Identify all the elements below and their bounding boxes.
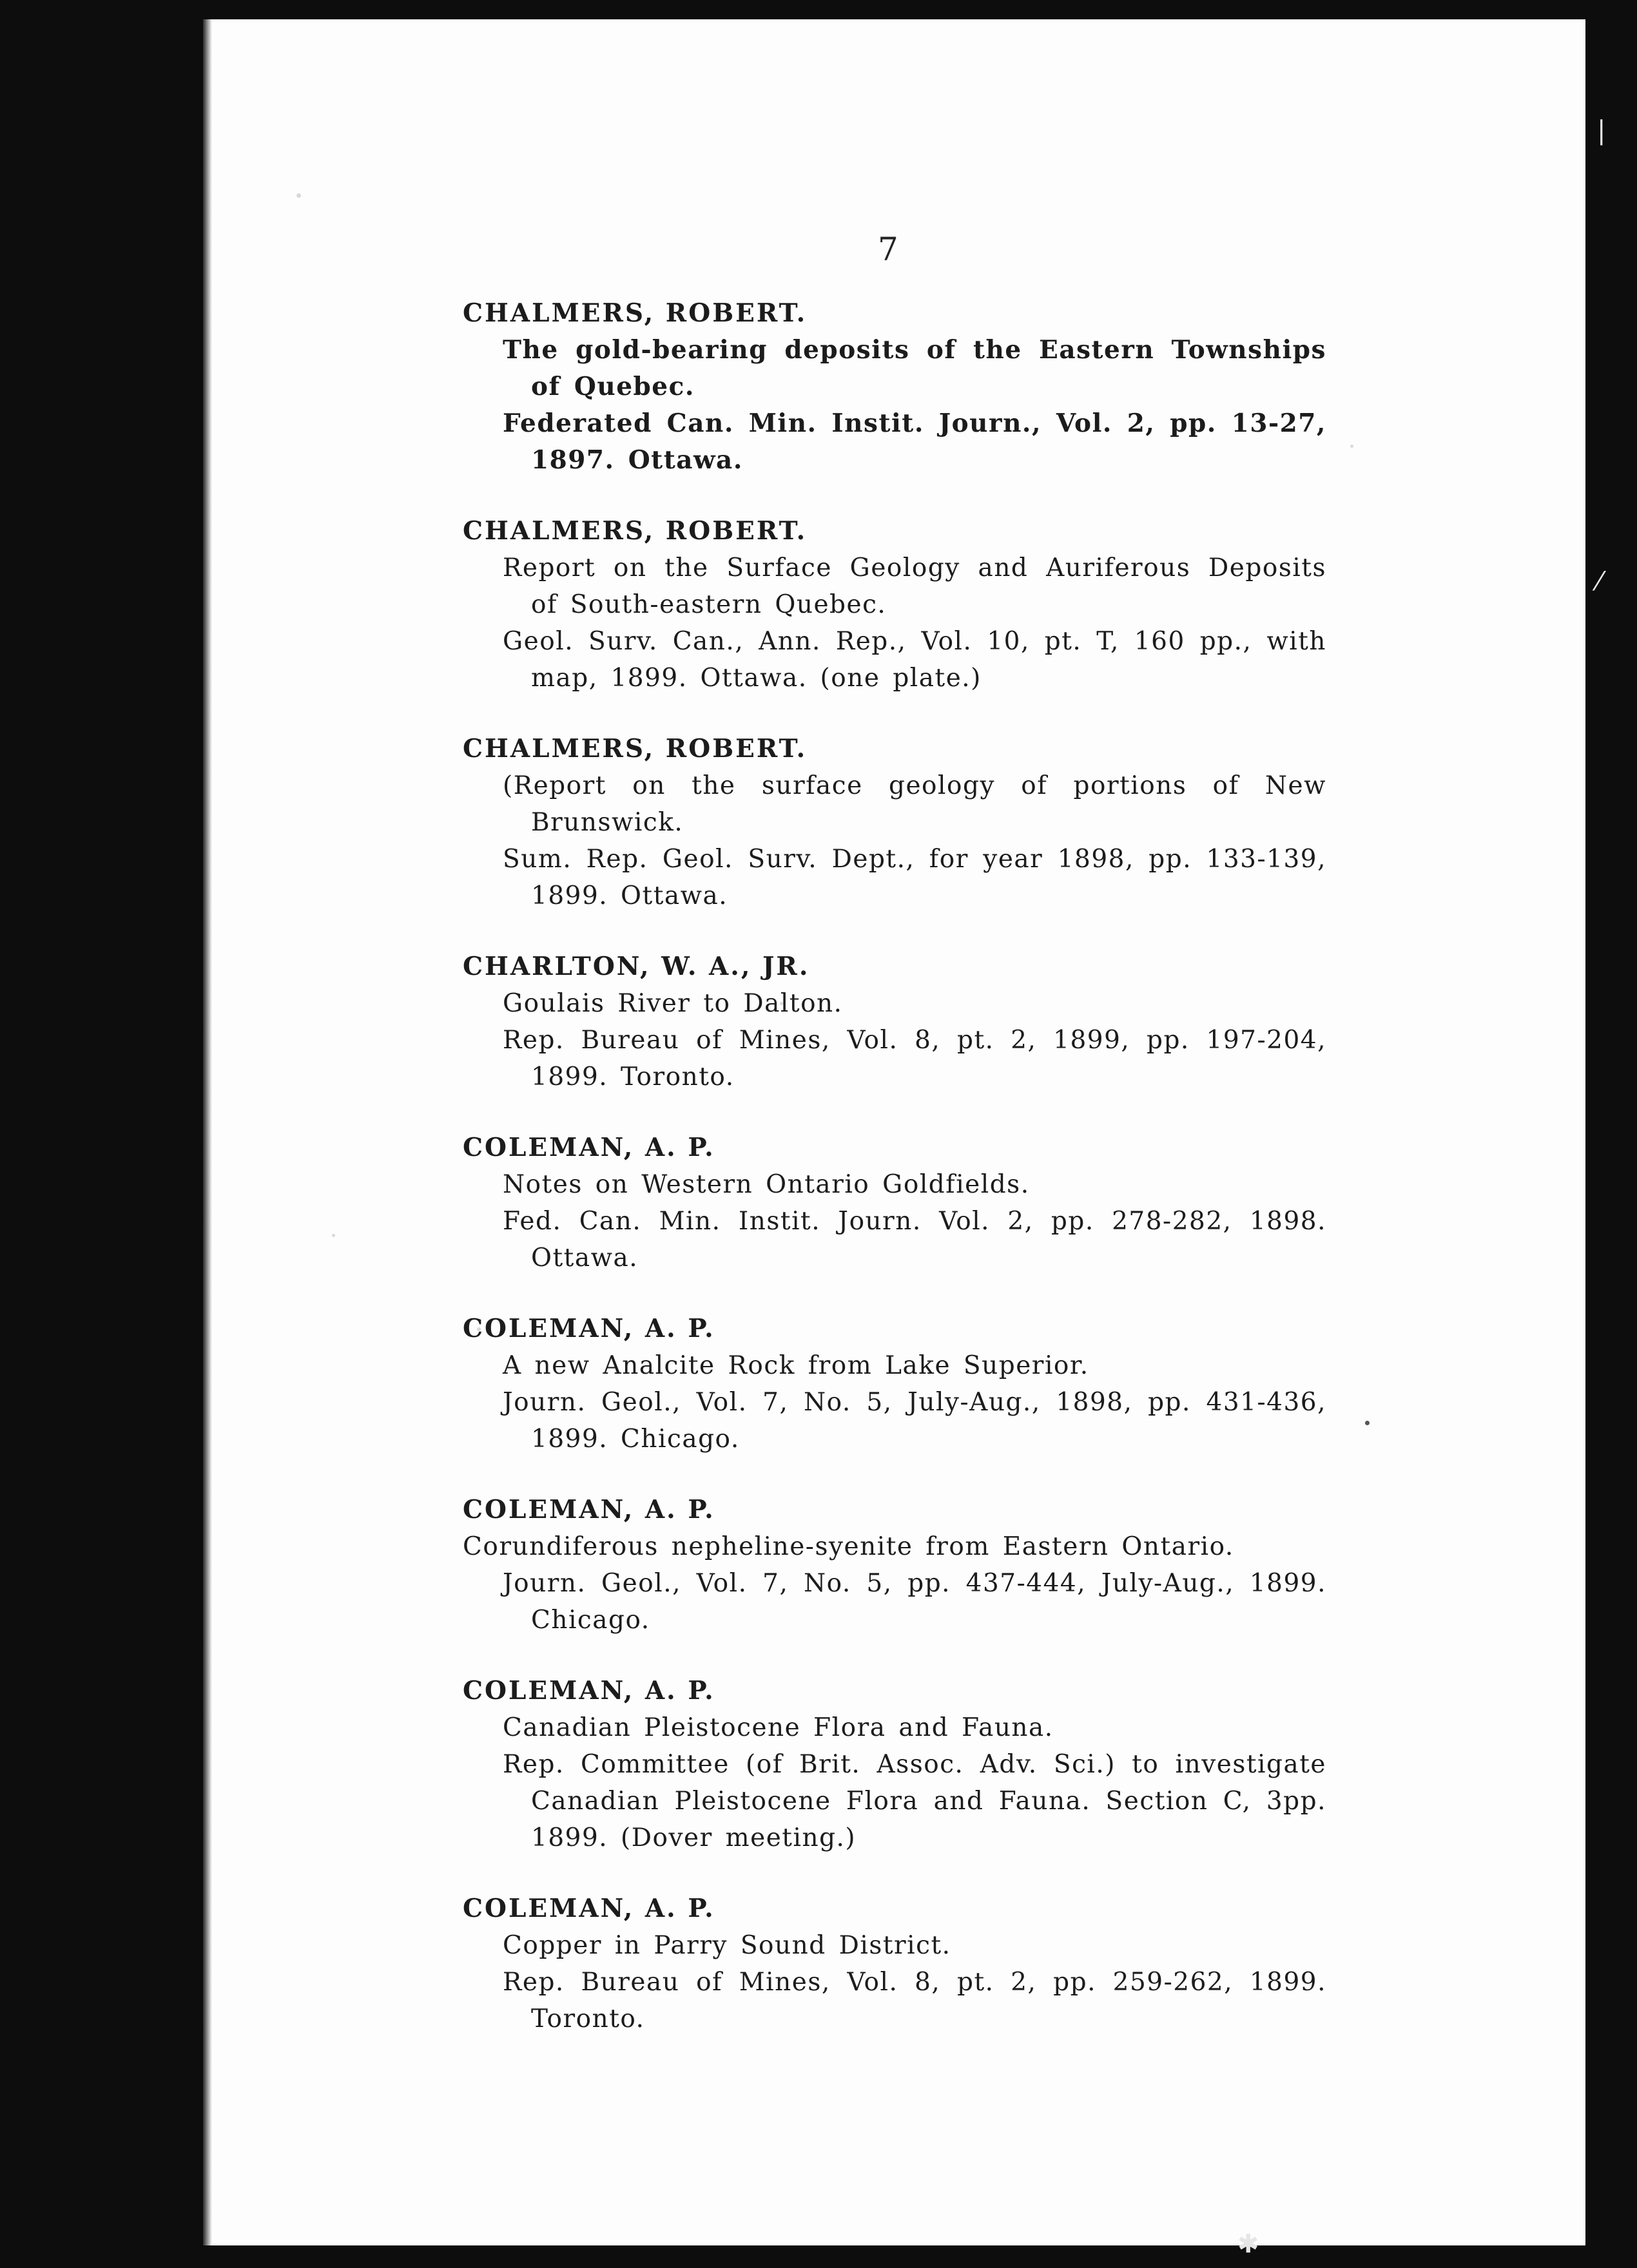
entry-author: COLEMAN, A. P. <box>463 1314 715 1343</box>
paper-speck <box>296 193 301 198</box>
bibliography-list <box>463 295 1326 2071</box>
bibliography-entry <box>463 1492 1326 1639</box>
bibliography-entry <box>463 1129 1326 1276</box>
entry-source: Rep. Bureau of Mines, Vol. 8, pt. 2, pp. 259-262, 1899. Toronto. <box>503 1968 1326 2033</box>
scan-edge-mark: ⁄ <box>1597 567 1602 597</box>
entry-title: (Report on the surface geology of portions of New Brunswick. <box>503 771 1326 837</box>
entry-author: CHARLTON, W. A., JR. <box>463 952 810 981</box>
bibliography-entry <box>463 1673 1326 1856</box>
entry-title: Goulais River to Dalton. <box>503 989 843 1018</box>
page-number: 7 <box>878 231 898 268</box>
entry-source: Fed. Can. Min. Instit. Journ. Vol. 2, pp. 278-282, 1898. Ottawa. <box>503 1207 1326 1273</box>
entry-title: The gold-bearing deposits of the Eastern Townships of Quebec. <box>503 335 1326 401</box>
entry-source: Journ. Geol., Vol. 7, No. 5, pp. 437-444, July-Aug., 1899. Chicago. <box>503 1569 1326 1635</box>
entry-source: Rep. Committee (of Brit. Assoc. Adv. Sci.) to investigate Canadian Pleistocene Flora and Fauna. Section C, 3pp. 1899. (Dover meeting.) <box>503 1750 1326 1852</box>
entry-title: Report on the Surface Geology and Auriferous Deposits of South-eastern Quebec. <box>503 553 1326 619</box>
entry-author: COLEMAN, A. P. <box>463 1495 715 1524</box>
entry-source: Geol. Surv. Can., Ann. Rep., Vol. 10, pt. T, 160 pp., with map, 1899. Ottawa. (one plate.) <box>503 627 1326 693</box>
entry-source: Journ. Geol., Vol. 7, No. 5, July-Aug., 1898, pp. 431-436, 1899. Chicago. <box>503 1388 1326 1454</box>
entry-author: CHALMERS, ROBERT. <box>463 298 808 328</box>
paper-speck <box>1350 445 1353 448</box>
entry-title: Copper in Parry Sound District. <box>503 1931 951 1960</box>
entry-source: Federated Can. Min. Instit. Journ., Vol. 2, pp. 13-27, 1897. Ottawa. <box>503 408 1326 475</box>
scan-edge-mark: | <box>1597 116 1606 146</box>
entry-source: Sum. Rep. Geol. Surv. Dept., for year 1898, pp. 133-139, 1899. Ottawa. <box>503 845 1326 910</box>
paper-speck <box>332 1234 335 1237</box>
entry-title: Corundiferous nepheline-syenite from Eastern Ontario. <box>463 1532 1234 1561</box>
bibliography-entry <box>463 1311 1326 1457</box>
entry-title: Notes on Western Ontario Goldfields. <box>503 1170 1030 1199</box>
bibliography-entry <box>463 295 1326 479</box>
bibliography-entry <box>463 513 1326 697</box>
entry-author: COLEMAN, A. P. <box>463 1676 715 1706</box>
bibliography-entry <box>463 1890 1326 2037</box>
entry-source: Rep. Bureau of Mines, Vol. 8, pt. 2, 1899, pp. 197-204, 1899. Toronto. <box>503 1026 1326 1091</box>
scan-edge-mark: ✱ <box>1237 2229 1259 2259</box>
bibliography-entry <box>463 948 1326 1095</box>
entry-author: CHALMERS, ROBERT. <box>463 734 808 764</box>
entry-title: Canadian Pleistocene Flora and Fauna. <box>503 1713 1054 1742</box>
entry-author: COLEMAN, A. P. <box>463 1894 715 1923</box>
bibliography-entry <box>463 731 1326 914</box>
binding-gutter <box>203 19 212 2245</box>
entry-title: A new Analcite Rock from Lake Superior. <box>503 1351 1089 1380</box>
paper-speck <box>1365 1421 1370 1425</box>
entry-author: COLEMAN, A. P. <box>463 1133 715 1162</box>
entry-author: CHALMERS, ROBERT. <box>463 516 808 546</box>
